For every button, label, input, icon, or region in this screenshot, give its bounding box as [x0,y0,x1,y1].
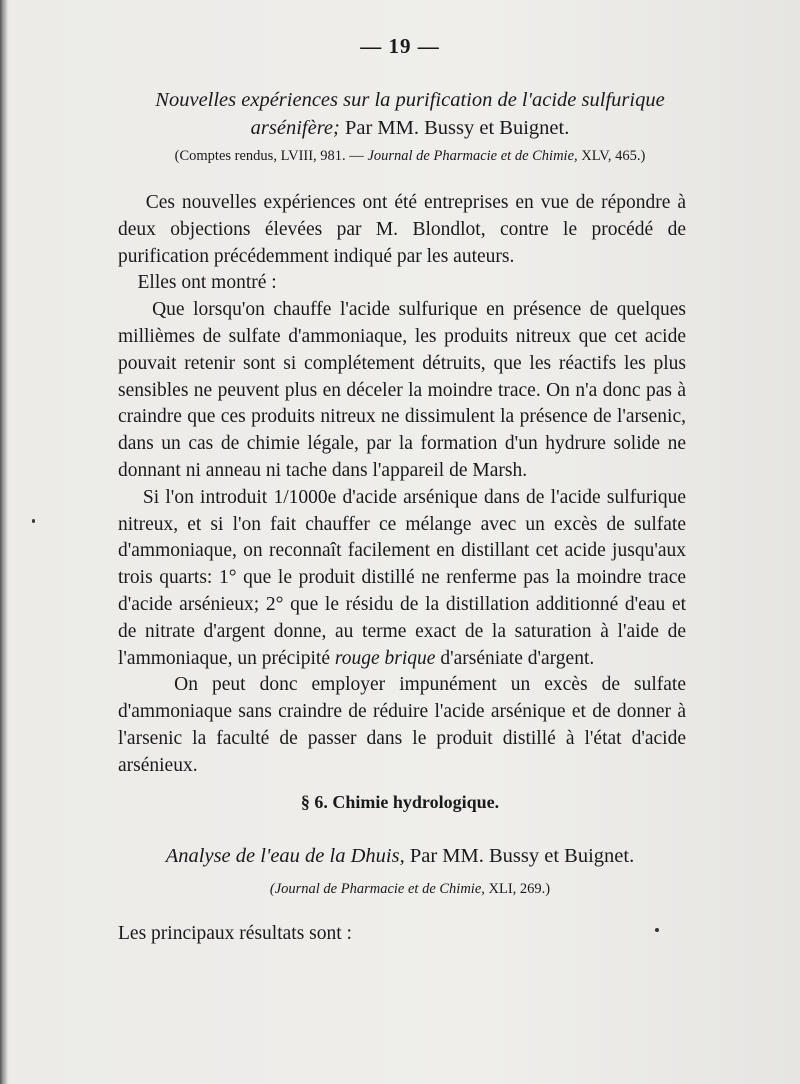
article1-ref-italic: Journal de Pharmacie et de Chimie, [367,148,578,164]
dust-speck [32,519,35,523]
article1-title-italic-b: arsénifère; [250,117,340,139]
page-edge-shadow [0,0,8,1084]
article2-title [0,845,800,868]
article1-reference [110,148,710,165]
article1-body [118,190,686,780]
paragraph-5: On peut donc employer impunément un excès de sulfate d'ammoniaque sans craindre de réduire l'acide arsénique et de donner à l'arsenic la faculté de passer dans le produit distillé à l'état d'acide arsénieux. [118,674,686,776]
article2-authors: Par MM. Bussy et Buignet. [404,845,635,867]
page-number: — 19 — [360,34,440,58]
dust-speck [655,928,659,932]
paragraph-2: Elles ont montré : [137,272,277,294]
paragraph-4: Si l'on introduit 1/1000e d'acide arsénique dans de l'acide sulfurique nitreux, et si l'on fait chauffer ce mélange avec un excès de sulfate d'ammoniaque, on reconnaît facilement en distillant cet acide jusqu'aux trois quarts: 1° que le produit distillé ne renferme pas la moindre trace d'acide arsénieux; 2° que le résidu de la distillation additionné d'eau et de nitrate d'argent donne, au terme exact de la saturation à l'aide de l'ammoniaque, un précipité rouge brique d'arséniate d'argent. [118,486,687,669]
section-heading: § 6. Chimie hydrologique. [300,792,500,812]
article1-title-italic-a: Nouvelles expériences sur la purification de l'acide sulfurique [155,89,665,111]
article1-authors: Par MM. Bussy et Buignet. [339,117,570,139]
article1-ref-plain: (Comptes rendus, LVIII, 981. — [174,148,368,164]
paragraph-1: Ces nouvelles expériences ont été entreprises en vue de répondre à deux objections élevées par M. Blondlot, contre le procédé de purification précédemment indiqué par les auteurs. [118,192,686,267]
article1-ref-end: XLV, 465.) [577,148,646,164]
results-lead: Les principaux résultats sont : [118,923,352,944]
article2-title-italic: Analyse de l'eau de la Dhuis, [165,845,405,867]
article2-ref-italic: (Journal de Pharmacie et de Chimie, [269,881,485,897]
article2-ref-end: XLI, 269.) [484,881,551,897]
emphasis-rouge-brique: rouge brique [334,647,436,669]
article2-reference [110,881,710,898]
article1-title [100,86,720,142]
paragraph-3: Que lorsqu'on chauffe l'acide sulfurique en présence de quelques millièmes de sulfate d'ammoniaque, les produits nitreux que cet acide pouvait retenir sont si complétement détruits, que les réactifs les plus sensibles ne peuvent plus en déceler la moindre trace. On n'a donc pas à craindre que ces produits nitreux ne dissimulent la présence de l'arsenic, dans un cas de chimie légale, par la formation d'un hydrure solide ne donnant ni anneau ni tache dans l'appareil de Marsh. [118,299,686,481]
